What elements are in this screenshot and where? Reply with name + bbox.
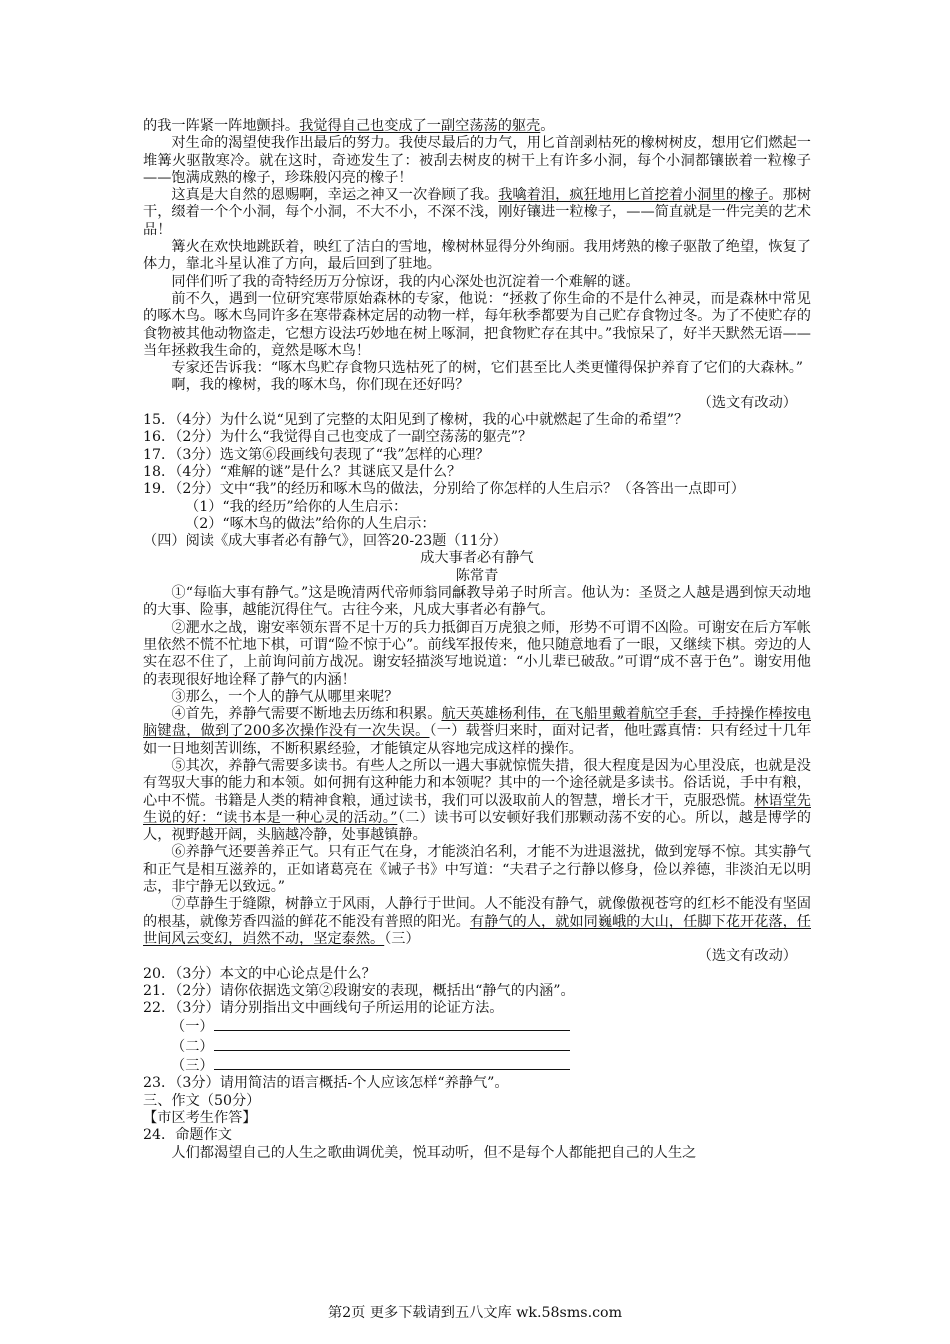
answer-line-2 xyxy=(143,1037,811,1056)
article-paragraph xyxy=(143,896,811,948)
story-paragraph: 篝火在欢快地跳跃着，映红了洁白的雪地，橡树林显得分外绚丽。我用烤熟的橡子驱散了绝望，恢复了体力，靠北斗星认准了方向，最后回到了驻地。 xyxy=(143,239,811,273)
question-16: 16．（2分）为什么“我觉得自己也变成了一副空荡荡的躯壳”？ xyxy=(143,429,533,446)
essay-prompt: 人们都渴望自己的人生之歌曲调优美，悦耳动听，但不是每个人都能把自己的人生之 xyxy=(171,1144,697,1161)
answer-line-1 xyxy=(143,1017,811,1036)
question-18: 18．（4分）“难解的谜”是什么？其谜底又是什么？ xyxy=(143,463,462,480)
text: （三） xyxy=(384,930,420,947)
text: ⑦草静生于缝隙，树静立于风雨，人静行于世间。人不能没有静气，就像傲视苍穹的红杉不能没有坚固的根基，就像芳香四溢的鲜花不能没有普照的阳光。 xyxy=(143,896,811,930)
story-paragraph: 同伴们听了我的奇特经历万分惊讶，我的内心深处也沉淀着一个难解的谜。 xyxy=(171,273,640,290)
question-19-sub-1: （1）“我的经历”给你的人生启示： xyxy=(185,498,408,515)
question-20: 20．（3分）本文的中心论点是什么？ xyxy=(143,965,376,982)
story-paragraph: 专家还告诉我：“啄木鸟贮存食物只选枯死了的树，它们甚至比人类更懂得保护养育了它们的大森林。” xyxy=(171,360,804,377)
text: ⑤其次，养静气需要多读书。有些人之所以一遇大事就惊慌失措，很大程度是因为心里没底，也就是没有驾驭大事的能力和本领。如何拥有这种能力和本领呢？其中的一个途径就是多读书。俗话说，手中有粮，心中不慌。书籍是人类的精神食粮，通过读书，我们可以汲取前人的智慧，增长才干，克服恐慌。 xyxy=(143,757,811,809)
text: （二）读书可以安顿好我们那颗动荡不安的心。所以，越是博学的人，视野越开阔，头脑越冷静，处事越镇静。 xyxy=(143,809,811,844)
story-paragraph xyxy=(143,118,811,135)
article-paragraph: ③那么，一个人的静气从哪里来呢？ xyxy=(171,688,399,705)
question-19: 19．（2分）文中“我”的经历和啄木鸟的做法，分别给了你怎样的人生启示？（各答出一点即可） xyxy=(143,481,745,498)
underlined-sentence: 林语堂先生说的好：“读书本是一种心灵的活动。” xyxy=(143,792,811,826)
story-paragraph: 啊，我的橡树，我的啄木鸟，你们现在还好吗？ xyxy=(171,377,470,394)
city-label: 【市区考生作答】 xyxy=(143,1109,257,1126)
answer-label: （三） xyxy=(171,1058,214,1075)
blank-line xyxy=(214,1037,570,1051)
answer-label: （二） xyxy=(171,1038,214,1055)
article-title: 成大事者必有静气 xyxy=(420,550,534,567)
source-note: （选文有改动） xyxy=(697,948,797,965)
text: 这真是大自然的恩赐啊，幸运之神又一次眷顾了我。 xyxy=(171,187,499,204)
question-24: 24．命题作文 xyxy=(143,1127,232,1144)
section-4-heading: （四）阅读《成大事者必有静气》，回答20-23题（11分） xyxy=(143,533,507,550)
story-paragraph: 对生命的渴望使我作出最后的努力。我使尽最后的力气，用匕首剖剥枯死的橡树树皮，想用它们燃起一堆篝火驱散寒冷。就在这时，奇迹发生了：被刮去树皮的树干上有许多小洞，每个小洞都镶嵌着一粒橡子——饱满成熟的橡子，珍珠般闪亮的橡子！ xyxy=(143,135,811,186)
story-paragraph: 前不久，遇到一位研究寒带原始森林的专家，他说：“拯救了你生命的不是什么神灵，而是森林中常见的啄木鸟。啄木鸟同许多在寒带森林定居的动物一样，每年秋季都要为自己贮存食物过冬。为了不使贮存的食物被其他动物盗走，它想方设法巧妙地在树上啄洞，把食物贮存在其中。”我惊呆了，好半天默然无语——当年拯救我生命的，竟然是啄木鸟！ xyxy=(143,290,811,359)
question-19-sub-2: （2）“啄木鸟的做法”给你的人生启示： xyxy=(185,515,436,532)
underlined-sentence: 我噙着泪，疯狂地用匕首挖着小洞里的橡子 xyxy=(498,187,769,204)
text: 。 xyxy=(540,118,555,134)
article-paragraph xyxy=(143,758,811,844)
blank-line xyxy=(214,1017,570,1031)
question-17: 17．（3分）选文第⑥段画线句表现了“我”怎样的心理？ xyxy=(143,446,490,463)
underlined-sentence: 有静气的人，就如同巍峨的大山，任脚下花开花落，任世间风云变幻，岿然不动，坚定泰然。 xyxy=(143,913,811,947)
page-footer: 第2页 更多下载请到五八文库 wk.58sms.com xyxy=(327,1305,623,1321)
text: ④首先，养静气需要不断地去历练和积累。 xyxy=(171,706,442,723)
text: 。那树干，缀着一个个小洞，每个小洞，不大不小，不深不浅，刚好镶进一粒橡子，——简直就是一件完美的艺术品！ xyxy=(143,187,811,238)
underlined-sentence: 航天英雄杨利伟，在飞船里戴着航空手套，手持操作棒按电脑键盘，做到了200多次操作没有一次失误。 xyxy=(143,706,811,740)
text: （一）载誉归来时，面对记者，他吐露真情：只有经过十几年如一日地刻苦训练，不断积累经验，才能镇定从容地完成这样的操作。 xyxy=(143,723,811,757)
section-3-heading: 三、作文（50分） xyxy=(143,1092,261,1109)
article-paragraph: ⑥养静气还要善养正气。只有正气在身，才能淡泊名利，才能不为进退滋扰，做到宠辱不惊。其实静气和正气是相互滋养的，正如诸葛亮在《诫子书》中写道：“夫君子之行静以修身，俭以养德，非淡泊无以明志，非宁静无以致远。” xyxy=(143,844,811,896)
story-paragraph xyxy=(143,187,811,239)
question-15: 15．（4分）为什么说“见到了完整的太阳见到了橡树，我的心中就燃起了生命的希望”？ xyxy=(143,412,689,429)
question-21: 21．（2分）请你依据选文第②段谢安的表现，概括出“静气的内涵”。 xyxy=(143,982,575,999)
article-paragraph xyxy=(143,706,811,758)
article-paragraph: ②淝水之战，谢安率领东晋不足十万的兵力抵御百万虎狼之师，形势不可谓不凶险。可谢安在后方军帐里依然不慌不忙地下棋，可谓“险不惊于心”。前线军报传来，他只随意地看了一眼，又继续下棋。旁边的人实在忍不住了，上前询问前方战况。谢安轻描淡写地说道：“小儿辈已破敌。”可谓“成不喜于色”。谢安用他的表现很好地诠释了静气的内涵！ xyxy=(143,619,811,688)
article-author: 陈常青 xyxy=(455,567,499,584)
answer-label: （一） xyxy=(171,1019,214,1036)
answer-line-3 xyxy=(143,1056,811,1075)
question-23: 23．（3分）请用简洁的语言概括-个人应该怎样“养静气”。 xyxy=(143,1075,509,1092)
document-body xyxy=(143,118,811,1162)
blank-line xyxy=(214,1056,570,1070)
article-paragraph: ①“每临大事有静气。”这是晚清两代帝师翁同龢教导弟子时所言。他认为：圣贤之人越是遇到惊天动地的大事、险事，越能沉得住气。古往今来，凡成大事者必有静气。 xyxy=(143,585,811,619)
underlined-sentence: 我觉得自己也变成了一副空荡荡的躯壳 xyxy=(299,118,541,134)
text: 的我一阵紧一阵地颤抖。 xyxy=(143,118,300,134)
question-22: 22．（3分）请分别指出文中画线句子所运用的论证方法。 xyxy=(143,1000,504,1017)
source-note: （选文有改动） xyxy=(697,394,797,411)
